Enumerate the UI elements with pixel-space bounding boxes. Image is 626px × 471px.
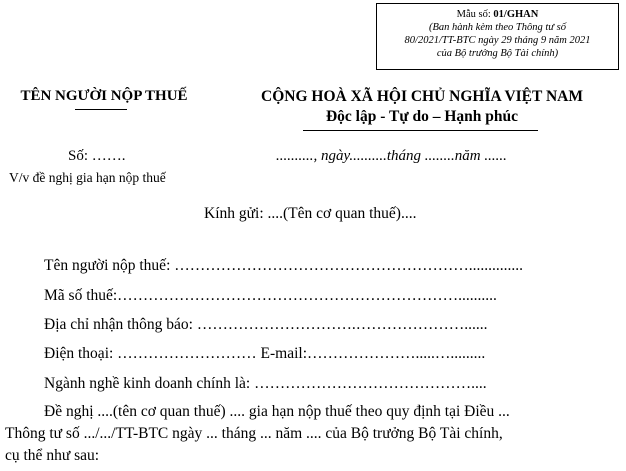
form-ministry-line: của Bộ trưởng Bộ Tài chính) bbox=[436, 48, 559, 59]
national-motto: Độc lập - Tự do – Hạnh phúc bbox=[325, 108, 519, 125]
form-code-label: Mẫu số: bbox=[456, 9, 494, 20]
field-business-line: Ngành nghề kinh doanh chính là: …………………………………….... bbox=[44, 375, 487, 392]
field-taxpayer-name: Tên người nộp thuế: ………………………………………………….............. bbox=[44, 257, 523, 274]
field-tax-code: Mã số thuế:………………………………………………………….......... bbox=[44, 287, 497, 304]
request-paragraph-line-1: Đề nghị ....(tên cơ quan thuế) .... gia hạn nộp thuế theo quy định tại Điều ... bbox=[44, 403, 510, 420]
form-code-value: 01/GHAN bbox=[493, 9, 539, 20]
addressee-line: Kính gửi: ....(Tên cơ quan thuế).... bbox=[204, 205, 417, 222]
form-issuance-line: (Ban hành kèm theo Thông tư số bbox=[429, 22, 566, 33]
request-paragraph-line-2: Thông tư số .../.../TT-BTC ngày ... tháng ... năm .... của Bộ trưởng Bộ Tài chính, bbox=[5, 425, 503, 442]
field-phone-email: Điện thoại: ……………………… E-mail:………………….....…......... bbox=[44, 345, 486, 362]
form-code-line bbox=[457, 9, 539, 20]
form-code-box bbox=[376, 3, 619, 70]
motto-underline bbox=[303, 130, 538, 131]
taxpayer-name-heading: TÊN NGƯỜI NỘP THUẾ bbox=[20, 88, 188, 104]
republic-heading: CỘNG HOÀ XÃ HỘI CHỦ NGHĨA VIỆT NAM bbox=[261, 88, 583, 105]
document-date: .........., ngày..........tháng ........năm ...... bbox=[276, 148, 507, 164]
taxpayer-heading-underline bbox=[75, 109, 127, 110]
request-paragraph-line-3: cụ thể như sau: bbox=[5, 447, 100, 464]
document-subject: V/v đề nghị gia hạn nộp thuế bbox=[9, 170, 166, 185]
field-notice-address: Địa chỉ nhận thông báo: ………………………….…………………...... bbox=[44, 316, 488, 333]
form-circular-line: 80/2021/TT-BTC ngày 29 tháng 9 năm 2021 bbox=[404, 35, 591, 46]
document-number: Số: ……. bbox=[68, 148, 126, 164]
